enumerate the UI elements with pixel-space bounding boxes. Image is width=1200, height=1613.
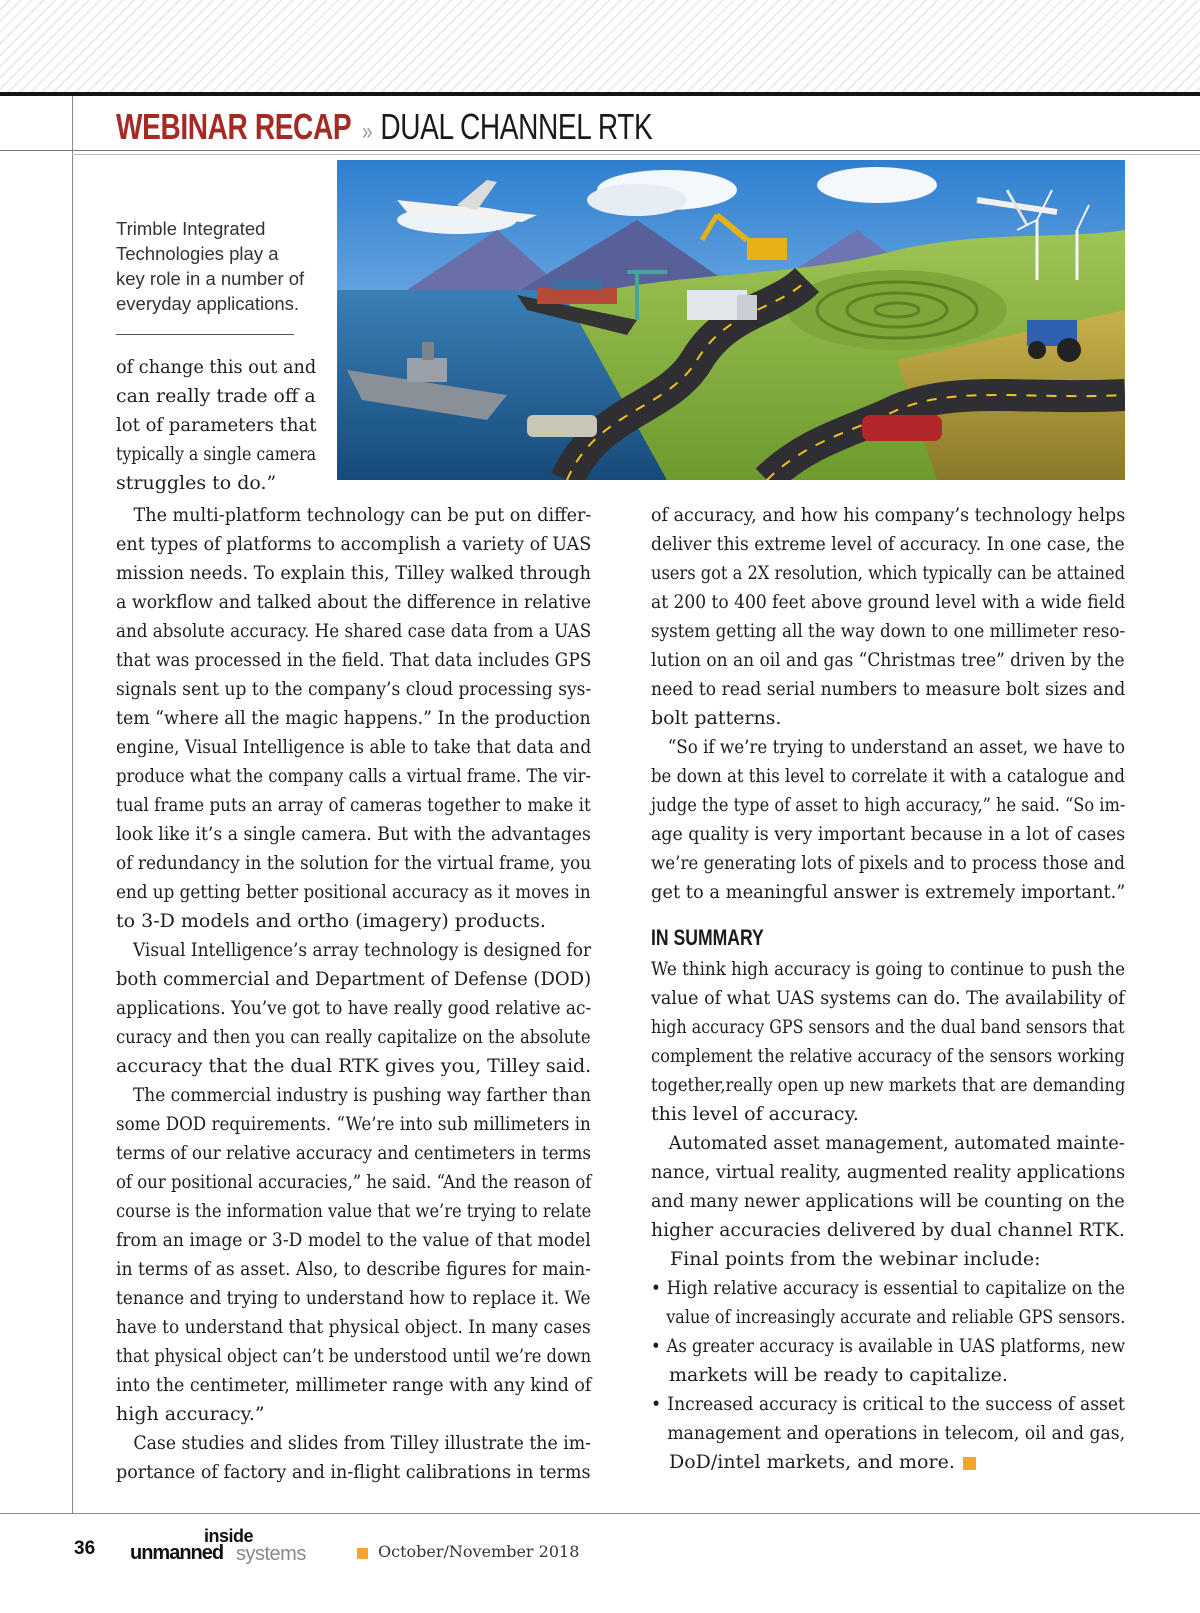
bullet-line — [651, 1274, 1126, 1303]
right-column-body — [651, 501, 1125, 907]
text-line: applications. You’ve got to have really good relative ac- — [116, 997, 592, 1019]
header-rule-secondary — [72, 154, 1200, 155]
text-line: system getting all the way down to one millimeter reso- — [651, 620, 1126, 642]
text-line: this level of accuracy. — [651, 1103, 859, 1125]
text-line: users got a 2X resolution, which typically can be attained — [651, 562, 1126, 584]
text-line: and absolute accuracy. He shared case data from a UAS — [116, 620, 592, 642]
text-line: mission needs. To explain this, Tilley walked through — [116, 562, 592, 584]
section-topic: DUAL CHANNEL RTK — [380, 106, 653, 147]
text-line: Automated asset management, automated mainte- — [668, 1132, 1125, 1154]
bullet-text: Increased accuracy is critical to the success of asset — [667, 1393, 1125, 1415]
text-line: The multi-platform technology can be put on differ- — [133, 504, 592, 526]
bullet-icon: • — [651, 1393, 662, 1415]
text-line: portance of factory and in-flight calibrations in terms — [116, 1461, 591, 1483]
logo-unmanned: unmanned — [130, 1542, 224, 1564]
text-line: Visual Intelligence’s array technology is designed for — [132, 939, 592, 961]
text-line: The commercial industry is pushing way farther than — [132, 1084, 591, 1106]
text-line: of accuracy, and how his company’s technology helps — [651, 504, 1126, 526]
text-line: high accuracy.” — [116, 1403, 265, 1425]
text-line: engine, Visual Intelligence is able to take that data and — [116, 736, 592, 758]
text-line: together,really open up new markets that are demanding — [651, 1074, 1126, 1096]
text-line: typically a single camera — [116, 443, 317, 465]
summary-heading: IN SUMMARY — [651, 925, 764, 950]
bullet-line — [651, 1361, 1125, 1390]
text-line: curacy and then you can really capitalize on the absolute — [116, 1026, 591, 1048]
text-line: both commercial and Department of Defense (DOD) — [116, 968, 592, 990]
text-line: of change this out and — [116, 356, 317, 378]
text-line: signals sent up to the company’s cloud processing sys- — [116, 678, 592, 700]
text-line: bolt patterns. — [651, 707, 782, 729]
text-line: need to read serial numbers to measure bolt sizes and — [651, 678, 1126, 700]
text-line: and many newer applications will be counting on the — [651, 1190, 1125, 1212]
text-line: course is the information value that we’re trying to relate — [116, 1200, 592, 1222]
bullet-line — [651, 1448, 1125, 1477]
text-line: value of what UAS systems can do. The availability of — [651, 987, 1125, 1009]
bullet-text: As greater accuracy is available in UAS platforms, new — [666, 1335, 1126, 1357]
text-line: can really trade off a — [116, 385, 316, 407]
bullet-text: management and operations in telecom, oil and gas, — [667, 1422, 1126, 1444]
caption-line: key role in a number of — [116, 268, 305, 289]
text-line: terms of our relative accuracy and centimeters in terms — [116, 1142, 591, 1164]
page-number: 36 — [74, 1538, 96, 1559]
text-line: get to a meaningful answer is extremely important.” — [651, 881, 1126, 903]
section-label: WEBINAR RECAP — [116, 106, 352, 147]
intro-text — [116, 353, 316, 498]
footer-rule — [0, 1513, 1200, 1514]
text-line: We think high accuracy is going to continue to push the — [651, 958, 1125, 980]
top-rule — [0, 92, 1200, 96]
summary-bullets — [651, 1274, 1125, 1477]
text-line: high accuracy GPS sensors and the dual band sensors that — [651, 1016, 1125, 1038]
end-mark-icon — [963, 1457, 976, 1470]
text-line: be down at this level to correlate it with a catalogue and — [651, 765, 1125, 787]
text-line: accuracy that the dual RTK gives you, Tilley said. — [116, 1055, 592, 1077]
right-column — [651, 501, 1125, 1477]
logo-systems: systems — [236, 1543, 306, 1565]
text-line: to 3-D models and ortho (imagery) products. — [116, 910, 546, 932]
text-line: in terms of as asset. Also, to describe figures for main- — [116, 1258, 591, 1280]
left-margin-rule — [72, 96, 73, 1514]
chevron-separator-icon: » — [362, 118, 373, 145]
bullet-line — [651, 1303, 1126, 1332]
header-rule — [72, 150, 1200, 151]
bullet-text: DoD/intel markets, and more. — [669, 1451, 955, 1473]
text-line: judge the type of asset to high accuracy,” he said. “So im- — [651, 794, 1126, 816]
caption-line: Technologies play a — [116, 243, 279, 264]
text-line: lot of parameters that — [116, 414, 317, 436]
magazine-logo — [130, 1528, 350, 1568]
footer-square-icon — [357, 1548, 368, 1559]
text-line: of redundancy in the solution for the virtual frame, you — [116, 852, 592, 874]
bullet-line — [651, 1419, 1126, 1448]
text-line: tem “where all the magic happens.” In the production — [116, 707, 591, 729]
text-line: Case studies and slides from Tilley illustrate the im- — [133, 1432, 592, 1454]
infrastructure-illustration-icon — [337, 160, 1125, 480]
left-column — [116, 501, 591, 1487]
text-line: age quality is very important because in a lot of cases — [651, 823, 1126, 845]
figure-caption — [116, 216, 306, 316]
section-header — [116, 106, 652, 146]
bullet-line — [651, 1390, 1125, 1419]
caption-rule — [116, 334, 294, 335]
text-line: some DOD requirements. “We’re into sub millimeters in — [116, 1113, 591, 1135]
bullet-text: High relative accuracy is essential to capitalize on the — [666, 1277, 1126, 1299]
header-rule-stub — [0, 150, 72, 151]
caption-line: everyday applications. — [116, 293, 300, 314]
text-line: that physical object can’t be understood until we’re down — [116, 1345, 592, 1367]
text-line: complement the relative accuracy of the sensors working — [651, 1045, 1125, 1067]
text-line: at 200 to 400 feet above ground level with a wide field — [651, 591, 1126, 613]
text-line: Final points from the webinar include: — [670, 1248, 1041, 1270]
page-footer — [74, 1528, 674, 1568]
text-line: deliver this extreme level of accuracy. In one case, the — [651, 533, 1125, 555]
text-line: end up getting better positional accuracy as it moves in — [116, 881, 591, 903]
text-line: have to understand that physical object. In many cases — [116, 1316, 591, 1338]
text-line: nance, virtual reality, augmented reality applications — [651, 1161, 1126, 1183]
text-line: tual frame puts an array of cameras together to make it — [116, 794, 591, 816]
text-line: of our positional accuracies,” he said. “And the reason of — [116, 1171, 592, 1193]
text-line: we’re generating lots of pixels and to process those and — [651, 852, 1125, 874]
text-line: produce what the company calls a virtual frame. The vir- — [116, 765, 592, 787]
text-line: higher accuracies delivered by dual channel RTK. — [651, 1219, 1125, 1241]
bullet-text: markets will be ready to capitalize. — [669, 1364, 1008, 1386]
top-hatch-band — [0, 0, 1200, 92]
bullet-icon: • — [651, 1335, 661, 1357]
bullet-icon: • — [651, 1277, 661, 1299]
text-line: lution on an oil and gas “Christmas tree” driven by the — [651, 649, 1125, 671]
bullet-line — [651, 1332, 1126, 1361]
issue-date: October/November 2018 — [378, 1542, 580, 1561]
text-line: a workflow and talked about the difference in relative — [116, 591, 592, 613]
text-line: ent types of platforms to accomplish a variety of UAS — [116, 533, 592, 555]
text-line: that was processed in the field. That data includes GPS — [116, 649, 592, 671]
text-line: struggles to do.” — [116, 472, 277, 494]
text-line: look like it’s a single camera. But with the advantages — [116, 823, 591, 845]
text-line: from an image or 3-D model to the value of that model — [116, 1229, 591, 1251]
caption-line: Trimble Integrated — [116, 218, 266, 239]
text-line: tenance and trying to understand how to replace it. We — [116, 1287, 591, 1309]
summary-body — [651, 955, 1125, 1274]
logo-inside: inside — [204, 1526, 254, 1546]
text-line: into the centimeter, millimeter range with any kind of — [116, 1374, 592, 1396]
bullet-text: value of increasingly accurate and reliable GPS sensors. — [666, 1306, 1126, 1328]
text-line: “So if we’re trying to understand an asset, we have to — [667, 736, 1126, 758]
